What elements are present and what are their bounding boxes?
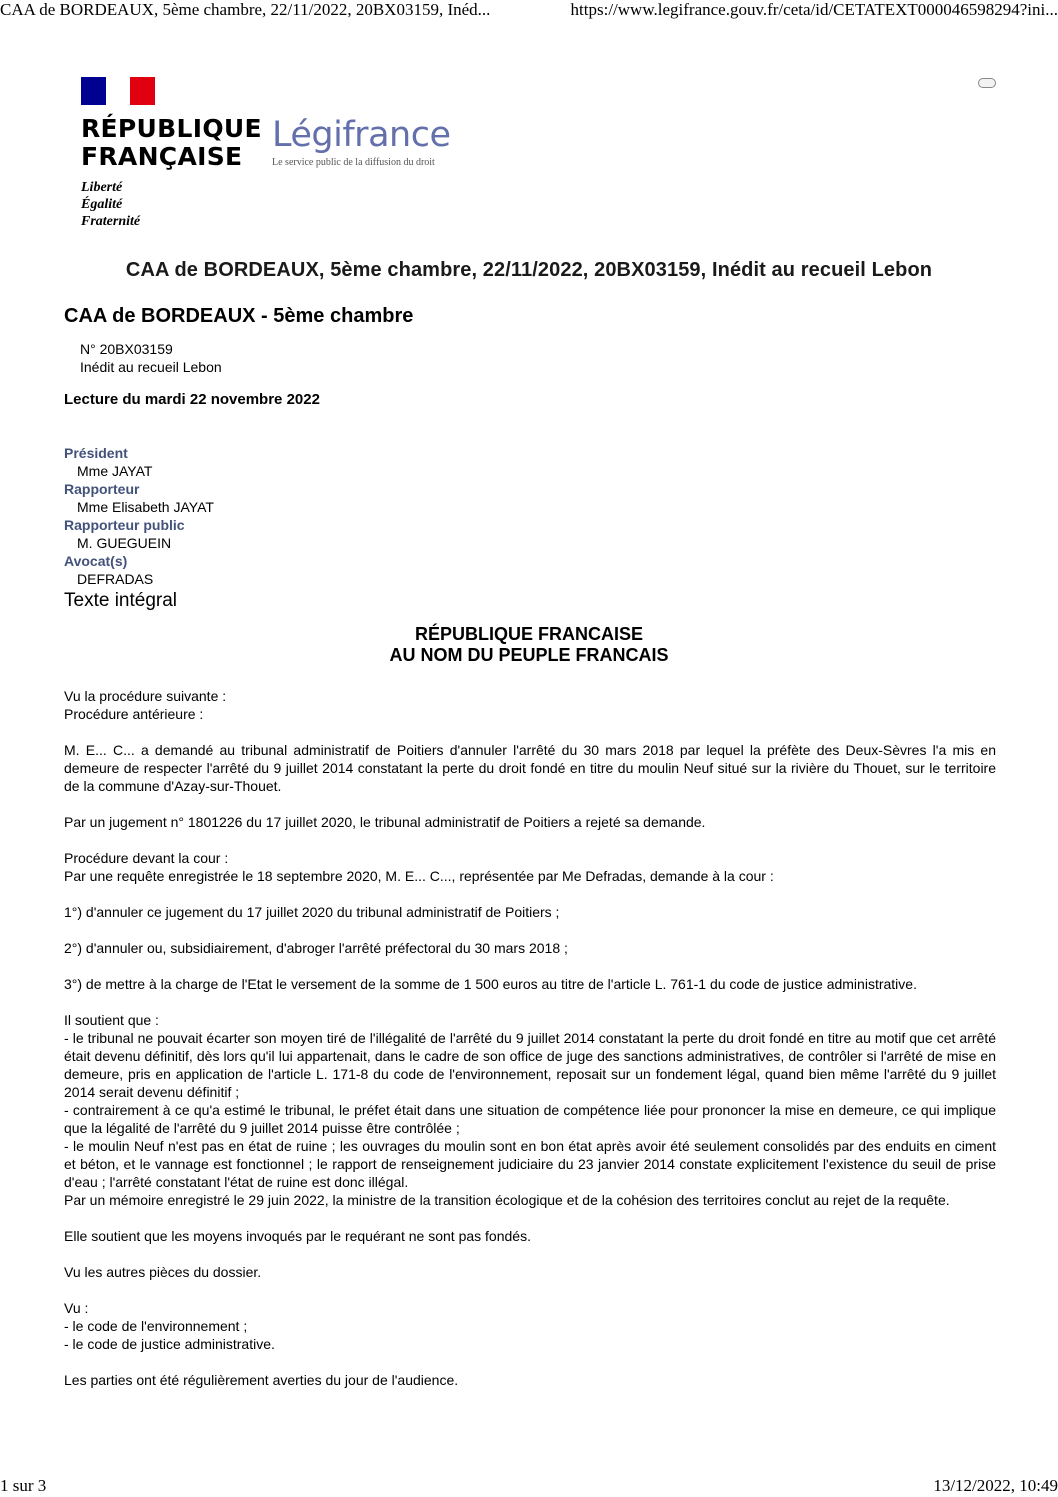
legifrance-logo[interactable] [272, 113, 450, 168]
paragraph: 2°) d'annuler ou, subsidiairement, d'abroger l'arrêté préfectoral du 30 mars 2018 ; [64, 940, 568, 956]
paragraph: Vu : - le code de l'environnement ; - le code de justice administrative. [64, 1300, 275, 1352]
decision-meta [80, 340, 222, 376]
legifrance-tagline: Le service public de la diffusion du droit [272, 157, 435, 168]
lecture-date: Lecture du mardi 22 novembre 2022 [64, 391, 320, 408]
decision-heading: RÉPUBLIQUE FRANCAISE AU NOM DU PEUPLE FRANCAIS [389, 624, 669, 665]
role-value: Mme Elisabeth JAYAT [77, 499, 214, 515]
role-label: Président [64, 445, 128, 461]
paragraph: Les parties ont été régulièrement averties du jour de l'audience. [64, 1372, 459, 1388]
page-count: 1 sur 3 [0, 1476, 47, 1495]
print-header-url: https://www.legifrance.gouv.fr/ceta/id/CETATEXT000046598294?ini... [570, 0, 1058, 19]
role-value: Mme JAYAT [77, 463, 153, 479]
print-header [0, 0, 1058, 22]
paragraph: M. E... C... a demandé au tribunal administratif de Poitiers d'annuler l'arrêté du 30 mars 2018 par lequel la préfète des Deux-Sèvres l'a mis en demeure de respecter l'arrêté du 9 juillet 2014 constatant la perte du droit fondé en titre du moulin Neuf situé sur la rivière du Thouet, sur le territoire de la commune d'Azay-sur-Thouet. [64, 742, 996, 794]
paragraph: Il soutient que : - le tribunal ne pouvait écarter son moyen tiré de l'illégalité de l'arrêté du 9 juillet 2014 constatant la perte du droit fondé en titre au motif que cet arrêté était devenu définitif, dès lors qu'il lui appartenait, dans le cadre de son office de juge des sanctions administratives, de contrôler si l'arrêté de mise en demeure, pris en application de l'article L. 171-8 du code de l'environnement, reposait sur un fondement légal, quand bien même l'arrêté du 9 juillet 2014 serait devenu définitif ; - contrairement à ce qu'a estimé le tribunal, le préfet était dans une situation de compétence liée pour prononcer la mise en demeure, ce qui implique que la légalité de l'arrêté du 9 juillet 2014 puisse être contrôlée ; - le moulin Neuf n'est pas en état de ruine ; les ouvrages du moulin sont en bon état après avoir été seulement consolidés par des enduits en ciment et béton, et le vannage est fonctionnel ; le rapport de renseignement judiciaire du 23 janvier 2014 constate explicitement l'existence du seuil de prise d'eau ; l'arrêté constatant l'état de ruine est donc illégal. Par un mémoire enregistré le 29 juin 2022, la ministre de la transition écologique et de la cohésion des territoires conclut au rejet de la requête. [64, 1012, 996, 1208]
paragraph: 1°) d'annuler ce jugement du 17 juillet 2020 du tribunal administratif de Poitiers ; [64, 904, 560, 920]
paragraph: Vu les autres pièces du dossier. [64, 1264, 262, 1280]
print-footer [0, 1476, 1058, 1497]
court-title: CAA de BORDEAUX - 5ème chambre [64, 305, 414, 327]
page-title: CAA de BORDEAUX, 5ème chambre, 22/11/2022, 20BX03159, Inédit au recueil Lebon [125, 259, 933, 281]
menu-toggle-button[interactable] [978, 78, 996, 88]
paragraph: Par un jugement n° 1801226 du 17 juillet 2020, le tribunal administratif de Poitiers a rejeté sa demande. [64, 814, 706, 830]
legifrance-name: Légifrance [272, 115, 451, 155]
paragraph: Vu la procédure suivante : Procédure antérieure : [64, 688, 227, 722]
role-label: Rapporteur public [64, 517, 185, 533]
paragraph: Procédure devant la cour : Par une requête enregistrée le 18 septembre 2020, M. E... C..., représentée par Me Defradas, demande à la cour : [64, 850, 774, 884]
role-value: DEFRADAS [77, 571, 154, 587]
texte-integral-heading: Texte intégral [64, 590, 178, 611]
role-label: Rapporteur [64, 481, 140, 497]
logo-wordmark: RÉPUBLIQUE FRANÇAISE [81, 114, 262, 171]
republique-francaise-logo [81, 77, 262, 230]
decision-number: N° 20BX03159 [80, 341, 173, 357]
decision-publication: Inédit au recueil Lebon [80, 359, 222, 375]
role-value: M. GUEGUEIN [77, 535, 172, 551]
marianne-flag-icon [81, 77, 155, 105]
decision-body [64, 687, 996, 1407]
roles-list [64, 444, 214, 588]
logo-devise: Liberté Égalité Fraternité [81, 180, 141, 229]
print-timestamp: 13/12/2022, 10:49 [933, 1476, 1058, 1495]
print-header-title: CAA de BORDEAUX, 5ème chambre, 22/11/2022, 20BX03159, Inéd... [0, 0, 491, 19]
paragraph: 3°) de mettre à la charge de l'Etat le versement de la somme de 1 500 euros au titre de l'article L. 761-1 du code de justice administrative. [64, 976, 917, 992]
role-label: Avocat(s) [64, 553, 128, 569]
paragraph: Elle soutient que les moyens invoqués par le requérant ne sont pas fondés. [64, 1228, 531, 1244]
